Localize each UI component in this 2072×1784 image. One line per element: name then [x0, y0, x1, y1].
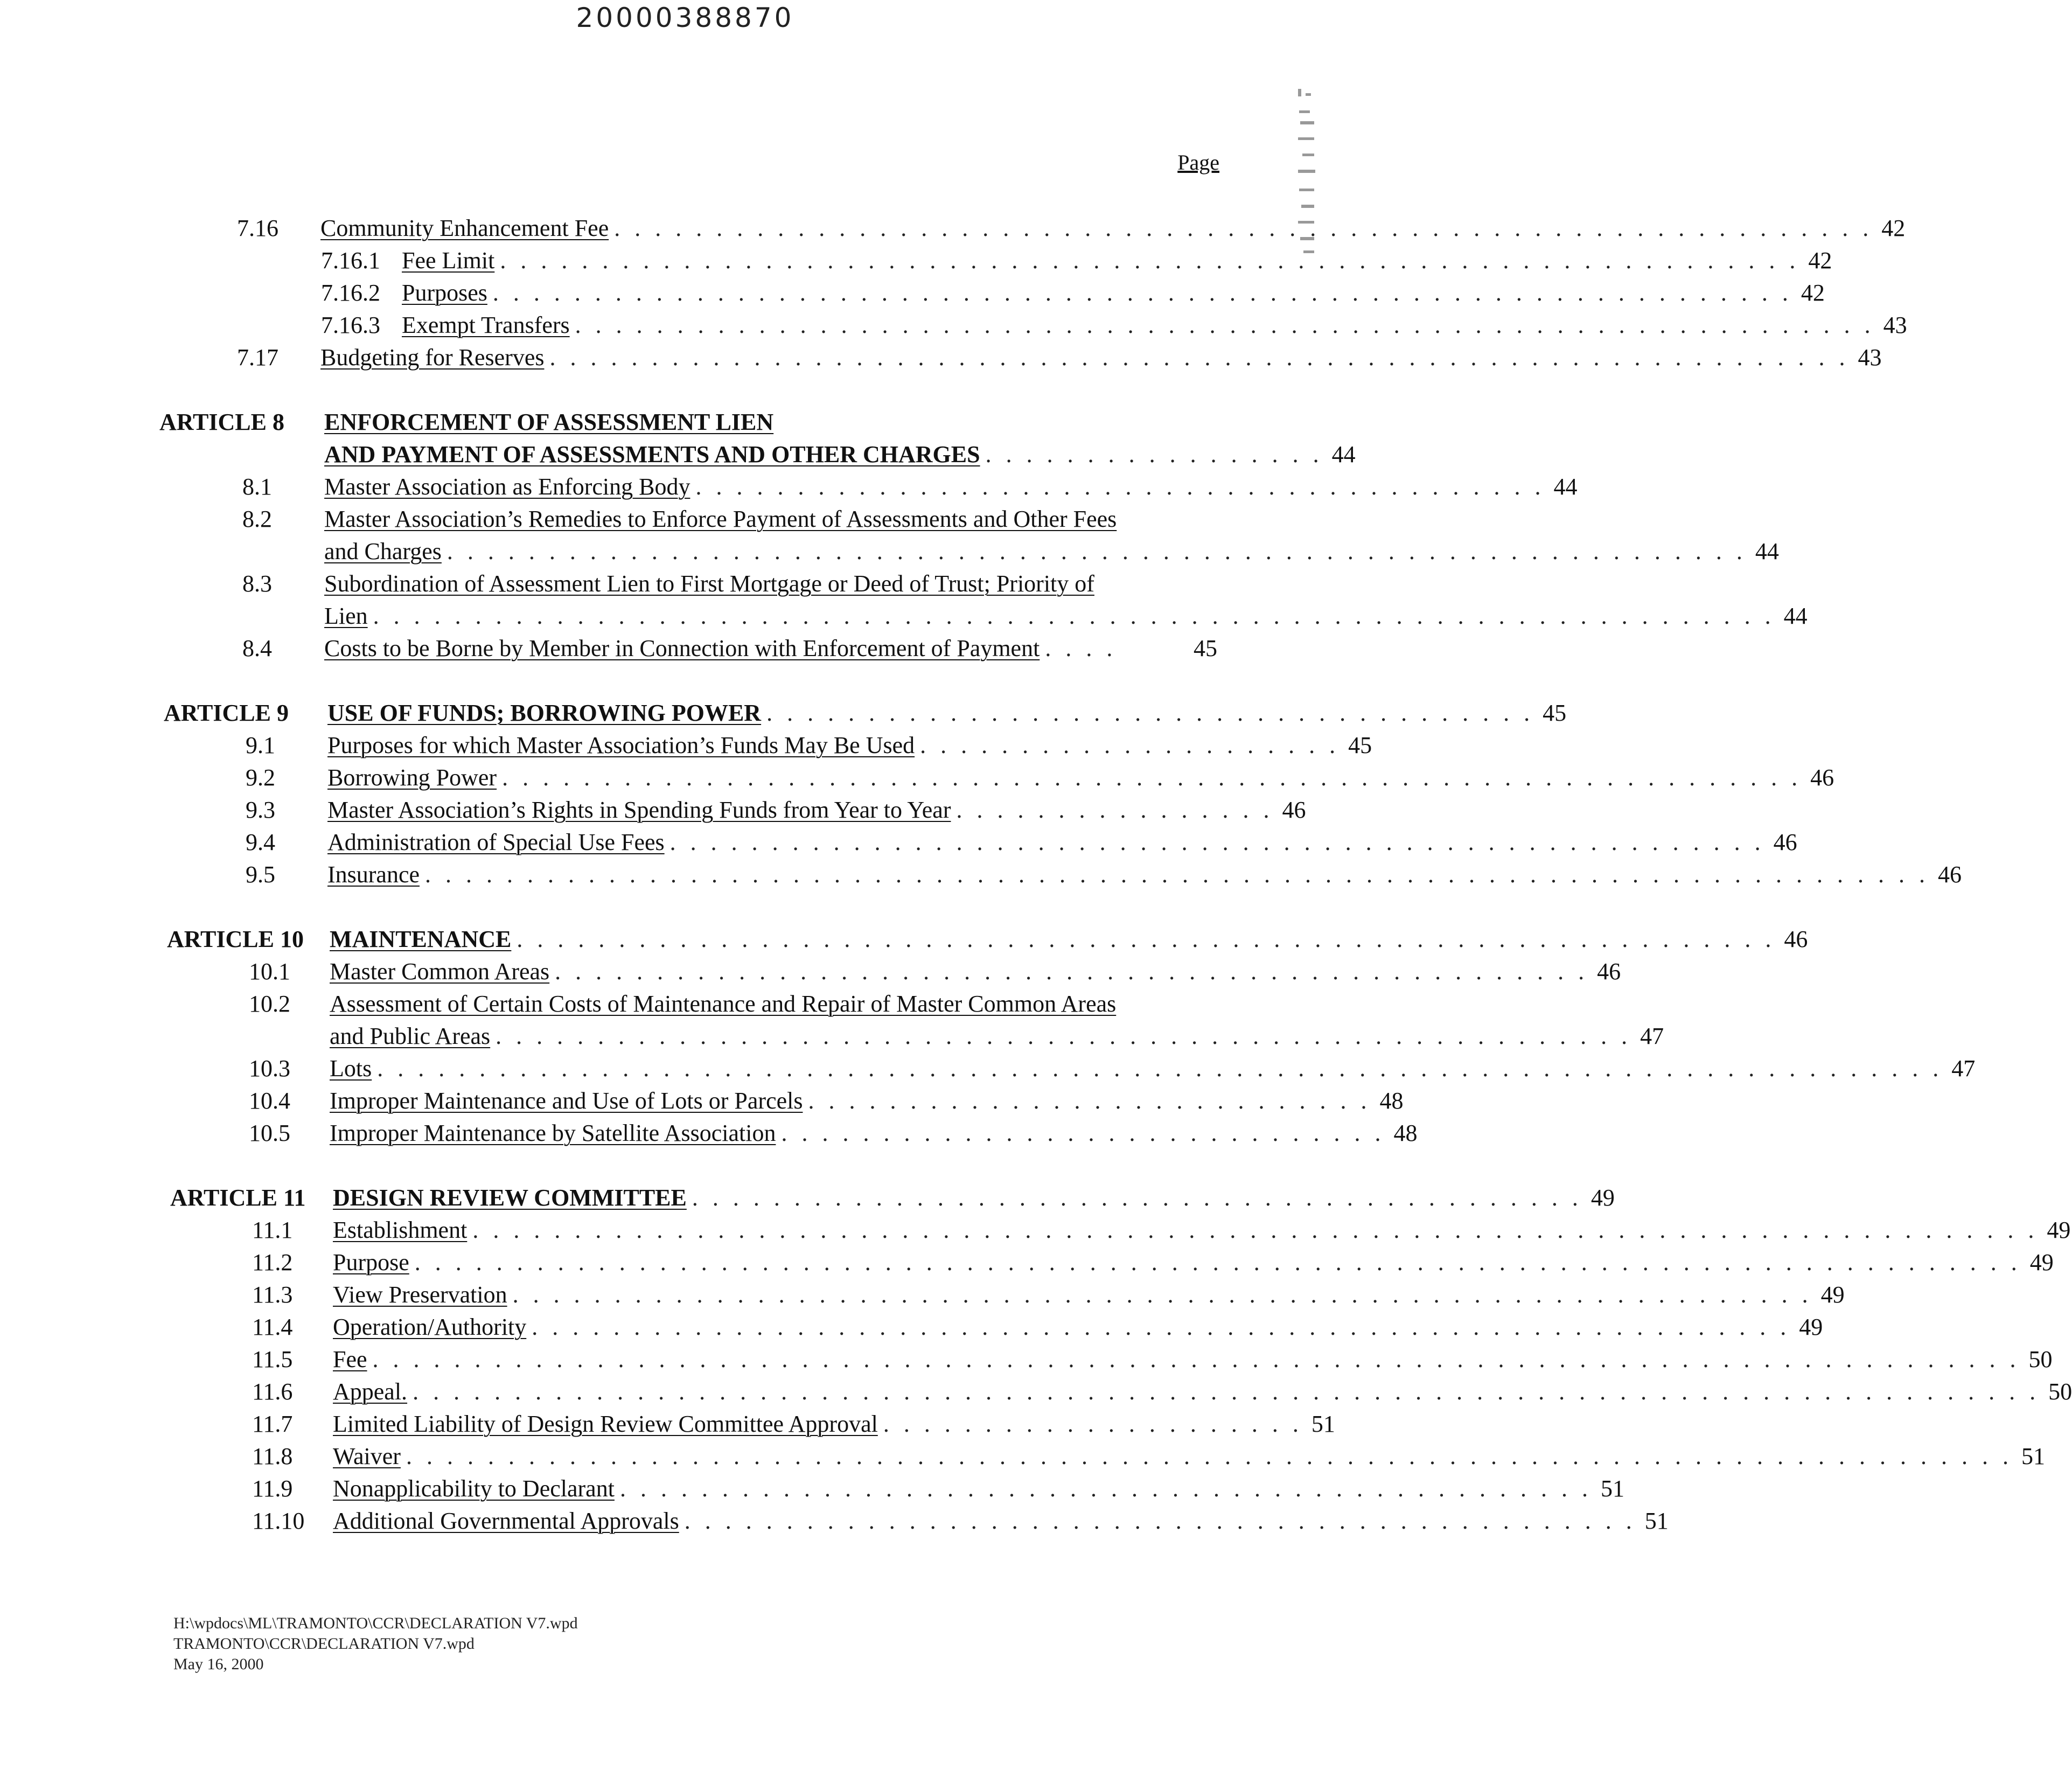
entry-number: 9.4: [246, 829, 275, 855]
entry-title: View Preservation: [333, 1281, 507, 1308]
entry-title: Borrowing Power: [327, 764, 497, 791]
entry-page: 46: [1938, 861, 1962, 888]
leader-dots: . . . . . . . . . . . . . . . . . . . . . . . . . . . . . . . . . . . . . . . . . . . . . . . . . . . . . . . . . . . . . . . . . . . . . . . . . . . . . . .: [406, 1443, 2013, 1469]
entry-page: 46: [1597, 958, 1621, 985]
entry-title: Administration of Special Use Fees: [327, 829, 665, 855]
entry-title: Purposes: [402, 280, 487, 306]
entry-title: Costs to be Borne by Member in Connection with Enforcement of Payment: [324, 635, 1040, 661]
entry-number: 11.1: [252, 1217, 293, 1243]
toc-entry: [321, 278, 1825, 308]
entry-number: 11.8: [252, 1443, 293, 1469]
footer-filename: TRAMONTO\CCR\DECLARATION V7.wpd: [173, 1635, 475, 1653]
entry-title: Establishment: [333, 1217, 468, 1243]
entry-number: 10.5: [249, 1120, 290, 1146]
article-number: ARTICLE 8: [159, 409, 284, 435]
entry-page: 45: [1194, 635, 1217, 661]
entry-page: 48: [1393, 1120, 1418, 1146]
entry-number: 9.5: [246, 861, 275, 888]
toc-entry: [321, 246, 1832, 276]
leader-dots: . . . . . . . . . . . . . . . . . . . . . . . . . . . . . . . . . . . . . . . . . . . . . . . .: [619, 1475, 1592, 1502]
toc-entry: [246, 827, 1797, 858]
toc-entry: [252, 1215, 2071, 1245]
leader-dots: . . . . . . . . . . . . . . . . . . . . . . . . . . . . . . . . . . . . . . . . . . . . . . . . . . . . . . . . . . . . . . . .: [492, 280, 1792, 306]
toc-entry: [252, 1474, 1624, 1504]
entry-page: 44: [1755, 538, 1779, 565]
entry-page: 44: [1783, 603, 1808, 629]
article-number: ARTICLE 10: [167, 926, 304, 952]
entry-page: 44: [1331, 441, 1356, 468]
entry-page: 48: [1379, 1088, 1404, 1114]
entry-number: 7.16.2: [321, 280, 380, 306]
entry-number: 11.4: [252, 1314, 293, 1340]
toc-entry: [252, 1248, 2054, 1278]
toc-entry: [252, 1377, 2072, 1407]
entry-number: 11.9: [252, 1475, 293, 1502]
leader-dots: . . . .: [1045, 635, 1117, 661]
toc-entry: [246, 763, 1834, 793]
toc-article-heading-continuation: [324, 440, 1356, 470]
entry-title: Improper Maintenance and Use of Lots or Parcels: [330, 1088, 803, 1114]
entry-number: 7.17: [237, 344, 278, 371]
entry-page: 51: [1311, 1411, 1335, 1437]
leader-dots: . . . . . . . . . . . . . . . . . . . . . . . . . . . . . . . . . . . . . . . . . .: [695, 473, 1545, 500]
toc-entry-continuation: [324, 601, 1808, 631]
entry-page: 51: [2021, 1443, 2045, 1469]
entry-page: 42: [1808, 247, 1832, 274]
entry-number: 10.3: [249, 1055, 290, 1082]
toc-entry: [321, 310, 1907, 340]
article-title: DESIGN REVIEW COMMITTEE: [333, 1184, 687, 1211]
toc-article-heading: [170, 1183, 1615, 1213]
toc-article-heading: [164, 698, 1567, 728]
toc-entry: [252, 1280, 1845, 1310]
leader-dots: . . . . . . . . . . . . . . . . . . . . .: [883, 1411, 1303, 1437]
entry-number: 8.4: [242, 635, 272, 661]
entry-title: Exempt Transfers: [402, 312, 570, 338]
entry-number: 10.2: [249, 991, 290, 1017]
leader-dots: . . . . . . . . . . . . . . . . . . . . .: [920, 732, 1340, 758]
entry-page: 47: [1951, 1055, 1976, 1082]
toc-entry: [246, 730, 1372, 761]
toc-entry: [249, 1118, 1418, 1148]
document-footer: [173, 1613, 578, 1675]
entry-title-continuation: and Charges: [324, 538, 442, 565]
entry-page: 45: [1348, 732, 1372, 758]
footer-date: May 16, 2000: [173, 1655, 264, 1673]
document-number: 20000388870: [576, 2, 794, 33]
leader-dots: . . . . . . . . . . . . . . . . . . . . . . . . . . . . . . . . . . . . . . . . . . . . . . . . . . . . . . . . . . . . . . . .: [447, 538, 1747, 565]
entry-number: 9.2: [246, 764, 275, 791]
toc-entry: [252, 1312, 1823, 1342]
entry-title: Subordination of Assessment Lien to First Mortgage or Deed of Trust; Priority of: [324, 570, 1094, 597]
toc-article-heading: [167, 924, 1808, 954]
entry-page: 43: [1883, 312, 1907, 338]
toc-entry: [246, 795, 1306, 825]
toc-entry: [242, 633, 1217, 664]
leader-dots: . . . . . . . . . . . . . . . . . . . . . . . . . . . . . . . . . . . . . . . . . . . . . . . . . . . . . . . . . . . . . . . .: [512, 1281, 1812, 1308]
entry-number: 8.3: [242, 570, 272, 597]
leader-dots: . . . . . . . . . . . . . . . . . . . . . . . . . . . . . . . . . . . . . . . . . . . .: [692, 1184, 1582, 1211]
leader-dots: . . . . . . . . . . . . . . . . . . . . . . . . . . . . . . . . . . . . . . . . . . . . . . . . . . . . . . . . . . . . . . . . . . . . . . . . . . . . .: [377, 1055, 1943, 1082]
toc-entry: [252, 1506, 1669, 1536]
leader-dots: . . . . . . . . . . . . . . . . . . . . . . . . . . . . . . . . . . . . . . . . . . . . . . .: [684, 1508, 1636, 1534]
leader-dots: . . . . . . . . . . . . . . . . . . . . . . . . . . . . . . . . . . . . . . . . . . . . . . . . . . . . . . . . . . . . . . . . . . . . .: [373, 603, 1775, 629]
entry-number: 9.1: [246, 732, 275, 758]
entry-title: Waiver: [333, 1443, 401, 1469]
entry-title: Master Association as Enforcing Body: [324, 473, 690, 500]
leader-dots: . . . . . . . . . . . . . . . . . . . . . . . . . . . . . . . . . . . . . .: [766, 700, 1534, 726]
leader-dots: . . . . . . . . . . . . . . . . . . . . . . . . . . . .: [808, 1088, 1371, 1114]
footer-path: H:\wpdocs\ML\TRAMONTO\CCR\DECLARATION V7.wpd: [173, 1614, 578, 1632]
entry-title: Appeal.: [333, 1378, 408, 1405]
entry-page: 46: [1282, 797, 1306, 823]
entry-title: Fee: [333, 1346, 367, 1372]
leader-dots: . . . . . . . . . . . . . . . . . . . . . . . . . . . . . . . . . . . . . . . . . . . . . . . . . . . . . . . .: [496, 1023, 1632, 1049]
entry-title: Master Association’s Remedies to Enforce Payment of Assessments and Other Fees: [324, 506, 1117, 532]
entry-title: Budgeting for Reserves: [320, 344, 545, 371]
article-title: ENFORCEMENT OF ASSESSMENT LIEN: [324, 409, 774, 435]
leader-dots: . . . . . . . . . . . . . . . . . . . . . . . . . . . . . . . . . . . . . . . . . . . . . . . . . . . . . . . . . . . . . . . .: [500, 247, 1800, 274]
entry-title: Community Enhancement Fee: [320, 215, 609, 241]
toc-entry: [249, 989, 1223, 1019]
entry-number: 11.2: [252, 1249, 293, 1276]
article-title-continuation: AND PAYMENT OF ASSESSMENTS AND OTHER CHARGES: [324, 441, 980, 468]
toc-entry: [249, 957, 1621, 987]
entry-page: 49: [2029, 1249, 2054, 1276]
entry-number: 8.1: [242, 473, 272, 500]
leader-dots: . . . . . . . . . . . . . . . . . . . . . . . . . . . . . . . . . . . . . . . . . . . . . . . . . . . . . . . . . . . . . . . . . . . . . . . . . . . . . . .: [414, 1249, 2021, 1276]
leader-dots: . . . . . . . . . . . . . . . . . . . . . . . . . . . . . . . . . . . . . . . . . . . . . . . . . . . . . . . . . . . . . .: [532, 1314, 1791, 1340]
entry-page: 49: [1820, 1281, 1845, 1308]
entry-title: Operation/Authority: [333, 1314, 527, 1340]
entry-number: 11.3: [252, 1281, 293, 1308]
leader-dots: . . . . . . . . . . . . . . . . .: [985, 441, 1323, 468]
leader-dots: . . . . . . . . . . . . . . . . . . . . . . . . . . . . . . . . . . . . . . . . . . . . . . . . . . . . . . . . . . . . . .: [517, 926, 1776, 952]
entry-number: 11.6: [252, 1378, 293, 1405]
entry-page: 43: [1858, 344, 1882, 371]
entry-number: 8.2: [242, 506, 272, 532]
leader-dots: . . . . . . . . . . . . . . . . . . . . . . . . . . . . . . . . . . . . . . . . . . . . . . . . . . . . . . . . . . . . . . . . . . . . . . . . . . . . . . . . .: [372, 1346, 2020, 1372]
toc-entry-continuation: [324, 536, 1779, 567]
toc-entry: [237, 343, 1882, 373]
entry-number: 7.16.3: [321, 312, 380, 338]
article-title: USE OF FUNDS; BORROWING POWER: [327, 700, 762, 726]
entry-number: 9.3: [246, 797, 275, 823]
leader-dots: . . . . . . . . . . . . . . . . . . . . . . . . . . . . . . . . . . . . . . . . . . . . . . . . . . . . . . . . . . . . . .: [614, 215, 1873, 241]
page-column-label: Page: [1177, 150, 1219, 175]
entry-page: 51: [1644, 1508, 1669, 1534]
toc-entry: [246, 860, 1962, 890]
entry-number: 10.1: [249, 958, 290, 985]
entry-page: 42: [1881, 215, 1906, 241]
entry-title-continuation: and Public Areas: [330, 1023, 491, 1049]
toc-entry: [252, 1344, 2053, 1375]
entry-title: Purpose: [333, 1249, 409, 1276]
entry-title-continuation: Lien: [324, 603, 368, 629]
leader-dots: . . . . . . . . . . . . . . . . . . . . . . . . . . . . . .: [781, 1120, 1385, 1146]
toc-entry: [242, 504, 1217, 534]
leader-dots: . . . . . . . . . . . . . . . . . . . . . . . . . . . . . . . . . . . . . . . . . . . . . . . . . . . . . . . . . . . . . . . . . . . . . . . . . .: [425, 861, 1930, 888]
entry-page: 44: [1553, 473, 1578, 500]
entry-title: Assessment of Certain Costs of Maintenance and Repair of Master Common Areas: [330, 991, 1117, 1017]
entry-title: Improper Maintenance by Satellite Association: [330, 1120, 776, 1146]
toc-entry: [249, 1054, 1976, 1084]
entry-page: 50: [2028, 1346, 2053, 1372]
entry-page: 47: [1640, 1023, 1664, 1049]
leader-dots: . . . . . . . . . . . . . . . .: [956, 797, 1274, 823]
toc-entry: [237, 213, 1906, 243]
toc-entry: [242, 472, 1578, 502]
leader-dots: . . . . . . . . . . . . . . . . . . . . . . . . . . . . . . . . . . . . . . . . . . . . . . . . . . .: [555, 958, 1589, 985]
entry-page: 46: [1810, 764, 1834, 791]
leader-dots: . . . . . . . . . . . . . . . . . . . . . . . . . . . . . . . . . . . . . . . . . . . . . . . . . . . . . .: [669, 829, 1765, 855]
entry-page: 50: [2048, 1378, 2072, 1405]
article-number: ARTICLE 9: [164, 700, 289, 726]
entry-page: 42: [1801, 280, 1825, 306]
entry-title: Master Common Areas: [330, 958, 550, 985]
entry-page: 51: [1600, 1475, 1624, 1502]
entry-title: Insurance: [327, 861, 420, 888]
entry-number: 11.7: [252, 1411, 293, 1437]
entry-page: 46: [1773, 829, 1797, 855]
article-number: ARTICLE 11: [170, 1184, 306, 1211]
entry-title: Master Association’s Rights in Spending Funds from Year to Year: [327, 797, 951, 823]
entry-number: 7.16.1: [321, 247, 380, 274]
leader-dots: . . . . . . . . . . . . . . . . . . . . . . . . . . . . . . . . . . . . . . . . . . . . . . . . . . . . . . . . . . . . . . . .: [575, 312, 1875, 338]
entry-title: Nonapplicability to Declarant: [333, 1475, 615, 1502]
entry-page: 46: [1784, 926, 1808, 952]
leader-dots: . . . . . . . . . . . . . . . . . . . . . . . . . . . . . . . . . . . . . . . . . . . . . . . . . . . . . . . . . . . . . . . . . . . . . . . . . . . . . . . .: [413, 1378, 2040, 1405]
entry-title: Fee Limit: [402, 247, 495, 274]
toc-entry: [242, 569, 1217, 599]
toc-entry-continuation: [330, 1021, 1664, 1051]
toc-entry: [249, 1086, 1404, 1116]
toc-article-heading: [159, 407, 1217, 437]
entry-title: Additional Governmental Approvals: [333, 1508, 679, 1534]
leader-dots: . . . . . . . . . . . . . . . . . . . . . . . . . . . . . . . . . . . . . . . . . . . . . . . . . . . . . . . . . . . . . . . . . . . . . . . . . . . . .: [472, 1217, 2039, 1243]
entry-number: 10.4: [249, 1088, 290, 1114]
entry-page: 49: [1799, 1314, 1823, 1340]
entry-number: 7.16: [237, 215, 278, 241]
entry-title: Purposes for which Master Association’s Funds May Be Used: [327, 732, 915, 758]
toc-entry: [252, 1441, 2045, 1472]
entry-page: 49: [2047, 1217, 2071, 1243]
leader-dots: . . . . . . . . . . . . . . . . . . . . . . . . . . . . . . . . . . . . . . . . . . . . . . . . . . . . . . . . . . . . . . . .: [502, 764, 1802, 791]
entry-number: 11.10: [252, 1508, 305, 1534]
entry-page: 49: [1590, 1184, 1615, 1211]
leader-dots: . . . . . . . . . . . . . . . . . . . . . . . . . . . . . . . . . . . . . . . . . . . . . . . . . . . . . . . . . . . . . . . .: [549, 344, 1850, 371]
entry-page: 45: [1543, 700, 1567, 726]
article-title: MAINTENANCE: [330, 926, 512, 952]
entry-title: Lots: [330, 1055, 372, 1082]
entry-number: 11.5: [252, 1346, 293, 1372]
toc-entry: [252, 1409, 1335, 1439]
entry-title: Limited Liability of Design Review Committee Approval: [333, 1411, 878, 1437]
